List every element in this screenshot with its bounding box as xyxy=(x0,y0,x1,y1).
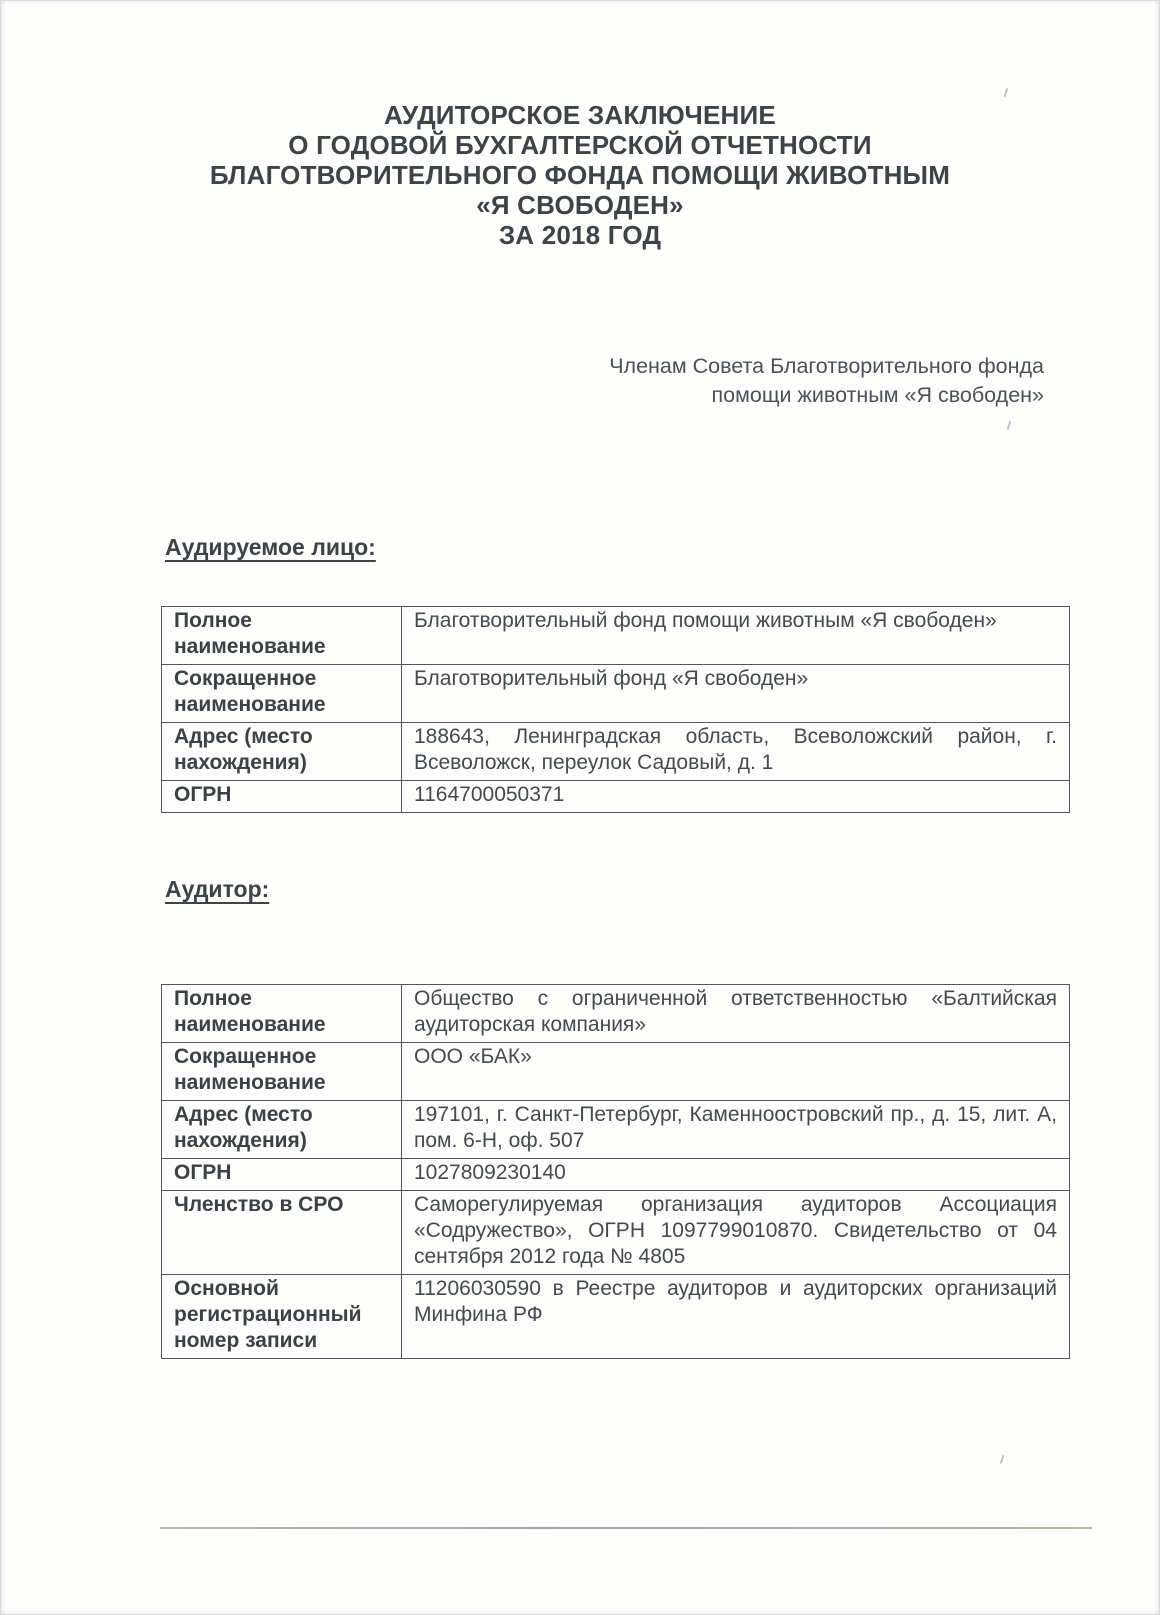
section-heading-audited-entity: Аудируемое лицо: xyxy=(165,534,376,560)
table-row xyxy=(162,1275,1070,1359)
row-value: 197101, г. Санкт-Петербург, Каменноостровский пр., д. 15, лит. А, пом. 6-Н, оф. 507 xyxy=(402,1101,1070,1159)
row-label: Сокращенное наименование xyxy=(162,665,402,723)
row-value: Общество с ограниченной ответственностью «Балтийская аудиторская компания» xyxy=(402,985,1070,1043)
row-label: Основной регистрационный номер записи xyxy=(162,1275,402,1359)
table-row xyxy=(162,607,1070,665)
row-label: Членство в СРО xyxy=(162,1191,402,1275)
title-line: ЗА 2018 ГОД xyxy=(498,220,662,250)
title-line: АУДИТОРСКОЕ ЗАКЛЮЧЕНИЕ xyxy=(384,100,776,130)
row-label: ОГРН xyxy=(162,1159,402,1191)
title-line: «Я СВОБОДЕН» xyxy=(476,190,684,220)
row-value: 1027809230140 xyxy=(402,1159,1070,1191)
row-label: ОГРН xyxy=(162,781,402,813)
document-title xyxy=(0,100,1160,250)
table-row xyxy=(162,1043,1070,1101)
title-line: О ГОДОВОЙ БУХГАЛТЕРСКОЙ ОТЧЕТНОСТИ xyxy=(288,130,872,160)
addressee-line: помощи животным «Я свободен» xyxy=(711,383,1044,407)
row-label: Сокращенное наименование xyxy=(162,1043,402,1101)
audited-entity-table xyxy=(161,606,1070,813)
table-row xyxy=(162,1191,1070,1275)
table-row xyxy=(162,665,1070,723)
row-value: Саморегулируемая организация аудиторов Ассоциация «Содружество», ОГРН 1097799010870. Свидетельство от 04 сентября 2012 года № 4805 xyxy=(402,1191,1070,1275)
row-value: 11206030590 в Реестре аудиторов и аудиторских организаций Минфина РФ xyxy=(402,1275,1070,1359)
auditor-table xyxy=(161,984,1070,1359)
row-value: ООО «БАК» xyxy=(402,1043,1070,1101)
scan-artifact xyxy=(1007,421,1012,430)
addressee-line: Членам Совета Благотворительного фонда xyxy=(609,354,1044,378)
row-label: Адрес (место нахождения) xyxy=(162,1101,402,1159)
section-heading-auditor: Аудитор: xyxy=(165,876,270,902)
row-value: Благотворительный фонд помощи животным «Я свободен» xyxy=(402,607,1070,665)
row-value: Благотворительный фонд «Я свободен» xyxy=(402,665,1070,723)
table-row xyxy=(162,985,1070,1043)
row-label: Адрес (место нахождения) xyxy=(162,723,402,781)
scan-artifact xyxy=(1000,1455,1005,1464)
scan-artifact xyxy=(1004,88,1009,97)
table-row xyxy=(162,723,1070,781)
table-row xyxy=(162,1101,1070,1159)
table-row xyxy=(162,1159,1070,1191)
table-row xyxy=(162,781,1070,813)
row-label: Полное наименование xyxy=(162,607,402,665)
row-value: 1164700050371 xyxy=(402,781,1070,813)
addressee xyxy=(609,352,1044,410)
footer-rule xyxy=(160,1527,1092,1529)
row-value: 188643, Ленинградская область, Всеволожский район, г. Всеволожск, переулок Садовый, д. 1 xyxy=(402,723,1070,781)
row-label: Полное наименование xyxy=(162,985,402,1043)
title-line: БЛАГОТВОРИТЕЛЬНОГО ФОНДА ПОМОЩИ ЖИВОТНЫМ xyxy=(209,160,951,190)
